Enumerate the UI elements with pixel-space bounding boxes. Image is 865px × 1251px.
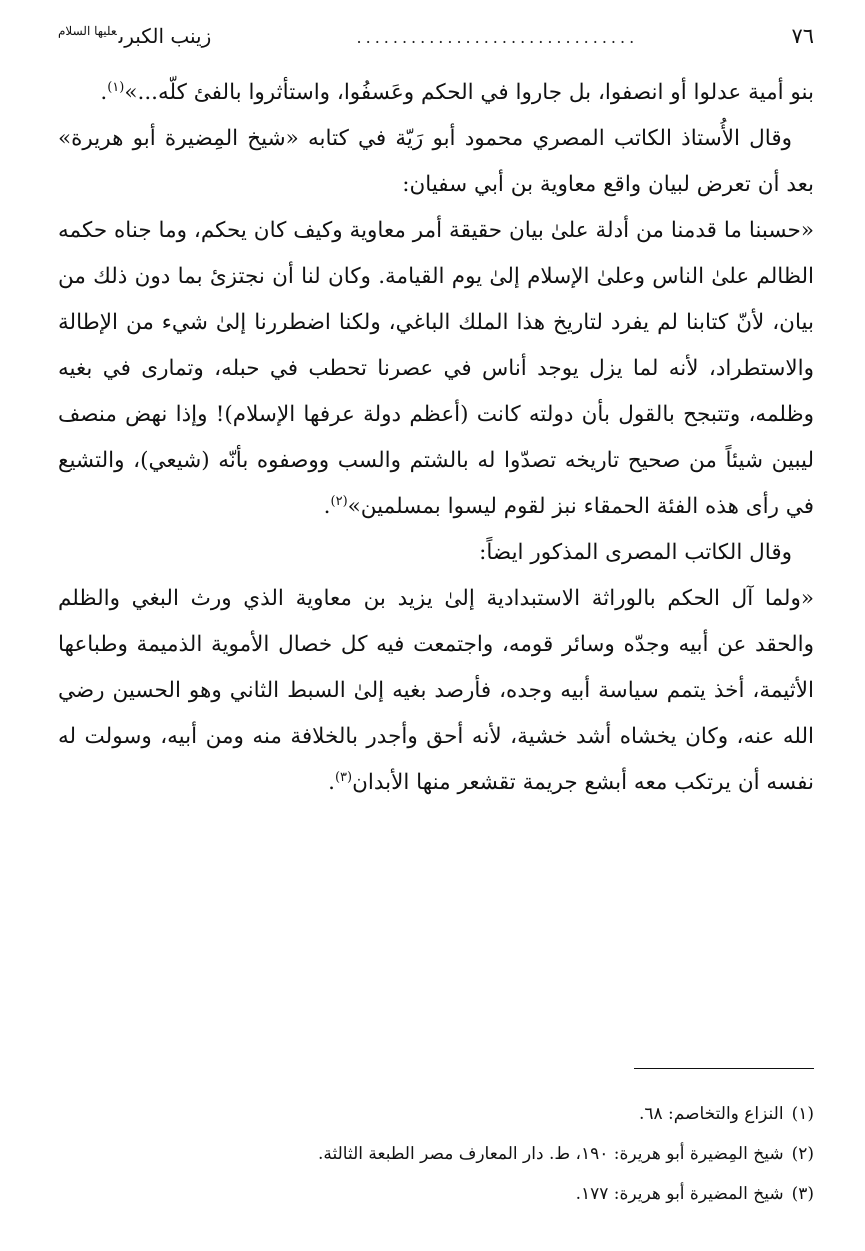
- paragraph-3-tail: .: [323, 494, 331, 519]
- footnote-1-text: النزاع والتخاصم: ٦٨.: [638, 1104, 784, 1124]
- paragraph-4-text: وقال الكاتب المصرى المذكور ايضاً:: [479, 540, 792, 565]
- book-title: [58, 24, 211, 48]
- footnote-3: [58, 1174, 814, 1214]
- paragraph-5-text: «ولما آل الحكم بالوراثة الاستبدادية إلىٰ يزيد بن معاوية الذي ورث البغي والظلم والحقد عن أبيه وجدّه وسائر قومه، واجتمعت فيه كل خصال الأموية الذميمة وطباعها الأثيمة، أخذ يتمم سياسة أبيه وجده، فأرصد بغيه إلىٰ السبط الثاني وهو الحسين رضي الله عنه، وكان يخشاه أشد خشية، لأنه أحق وأجدر بالخلافة منه ومن أبيه، وسولت له نفسه أن يرتكب معه أبشع جريمة تقشعر منها الأبدان: [58, 586, 814, 795]
- paragraph-1-text: بنو أمية عدلوا أو انصفوا، بل جاروا في الحكم وعَسفُوا، واستأثروا بالفئ كلّه...»: [124, 80, 814, 105]
- paragraph-1: [58, 70, 814, 116]
- footnote-1: [58, 1094, 814, 1134]
- footnote-ref-2[interactable]: (٢): [330, 493, 348, 509]
- footnotes: [58, 1094, 814, 1214]
- body-text: [58, 70, 814, 806]
- paragraph-5-tail: .: [328, 770, 335, 795]
- footnote-3-marker: (٣): [791, 1184, 814, 1204]
- footnote-2-marker: (٢): [791, 1144, 814, 1164]
- paragraph-2: [58, 116, 814, 208]
- paragraph-1-tail: .: [100, 80, 108, 105]
- page-number: ٧٦: [791, 24, 814, 48]
- footnote-separator: [634, 1068, 814, 1069]
- paragraph-4: [58, 530, 814, 576]
- running-header: [58, 24, 814, 64]
- footnote-1-marker: (١): [791, 1104, 814, 1124]
- footnote-ref-3[interactable]: (٣): [334, 769, 353, 785]
- footnote-2: [58, 1134, 814, 1174]
- footnote-2-text: شيخ المِضيرة أبو هريرة: ١٩٠، ط. دار المعارف مصر الطبعة الثالثة.: [317, 1144, 784, 1164]
- paragraph-3-quote: [58, 208, 814, 530]
- honorific-mark: عليها السلام: [58, 24, 117, 39]
- footnote-3-text: شيخ المضيرة أبو هريرة: ١٧٧.: [575, 1184, 784, 1204]
- footnote-ref-1[interactable]: (١): [107, 79, 125, 95]
- paragraph-2-text: وقال الأُستاذ الكاتب المصري محمود أبو رَيّة في كتابه «شيخ المِضيرة أبو هريرة» بعد أن تعرض لبيان واقع معاوية بن أبي سفيان:: [58, 126, 814, 197]
- header-leader-dots: ...............................: [356, 28, 639, 47]
- paragraph-5-quote: [58, 576, 814, 806]
- book-page: [58, 24, 814, 1224]
- paragraph-3-text: «حسبنا ما قدمنا من أدلة علىٰ بيان حقيقة أمر معاوية وكيف كان يحكم، وما جناه حكمه الظالم علىٰ الناس وعلىٰ الإسلام إلىٰ يوم القيامة. وكان لنا أن نجتزئ بما دون ذلك من بيان، لأنّ كتابنا لم يفرد لتاريخ هذا الملك الباغي، ولكنا اضطررنا إلىٰ شيء من الإطالة والاستطراد، لأنه لما يزل يوجد أناس في عصرنا تحطب في حبله، وتمارى في بغيه وظلمه، وتتبجح بالقول بأن دولته كانت (أعظم دولة عرفها الإسلام)! وإذا نهض منصف ليبين شيئاً من صحيح تاريخه تصدّوا له بالشتم والسب ووصفوه بأنّه (شيعي)، والتشيع في رأى هذه الفئة الحمقاء نبز لقوم ليسوا بمسلمين»: [58, 218, 814, 519]
- book-title-text: زينب الكبرى: [118, 24, 212, 48]
